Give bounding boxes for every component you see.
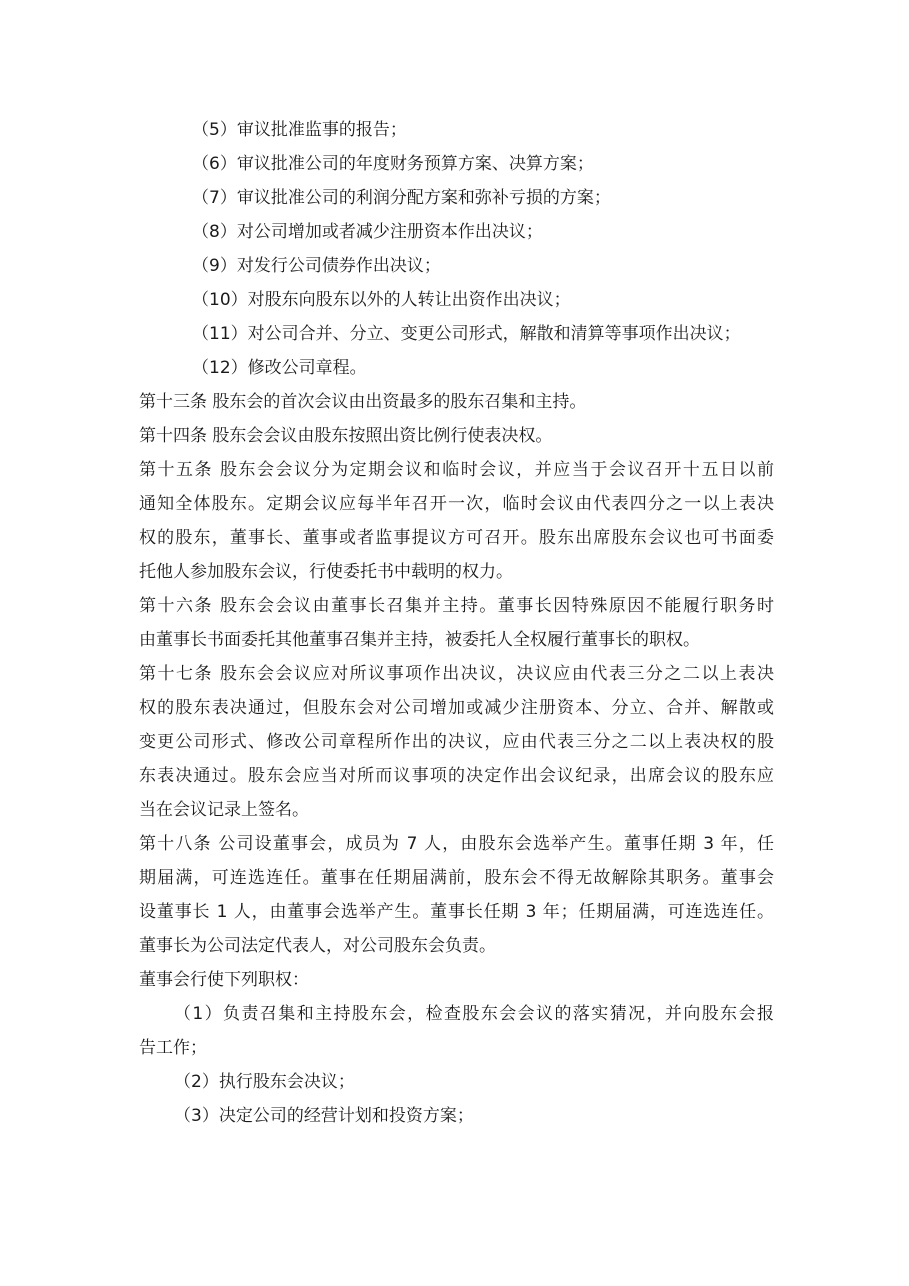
article-15-line: 第十五条 股东会会议分为定期会议和临时会议，并应当于会议召开十五日以前 <box>139 460 774 480</box>
article-18-line: 董事长为公司法定代表人，对公司股东会负责。 <box>139 936 496 956</box>
article-15-line: 托他人参加股东会议，行使委托书中载明的权力。 <box>139 562 513 582</box>
article-17-line: 第十七条 股东会会议应对所议事项作出决议，决议应由代表三分之二以上表决 <box>139 664 774 684</box>
article-13: 第十三条 股东会的首次会议由出资最多的股东召集和主持。 <box>139 392 587 412</box>
list-item: （3）决定公司的经营计划和投资方案； <box>174 1106 474 1126</box>
article-16-line: 由董事长书面委托其他董事召集并主持，被委托人全权履行董事长的职权。 <box>139 630 700 650</box>
list-item: （8）对公司增加或者减少注册资本作出决议； <box>192 222 543 242</box>
article-18-line: 第十八条 公司设董事会，成员为 7 人，由股东会选举产生。董事任期 3 年，任 <box>139 834 774 854</box>
list-item: （9）对发行公司债券作出决议； <box>192 256 441 276</box>
article-15-line: 权的股东，董事长、董事或者监事提议方可召开。股东出席股东会议也可书面委 <box>139 528 774 548</box>
article-17-line: 权的股东表决通过，但股东会对公司增加或减少注册资本、分立、合并、解散或 <box>139 698 774 718</box>
list-item: （2）执行股东会决议； <box>174 1072 355 1092</box>
list-item: （12）修改公司章程。 <box>192 358 367 378</box>
article-16-line: 第十六条 股东会会议由董事长召集并主持。董事长因特殊原因不能履行职务时 <box>139 596 774 616</box>
board-powers-heading: 董事会行使下列职权： <box>139 970 309 990</box>
list-item: （5）审议批准监事的报告； <box>192 120 407 140</box>
list-item-continued: 告工作； <box>139 1038 207 1058</box>
list-item: （10）对股东向股东以外的人转让出资作出决议； <box>192 290 571 310</box>
article-18-line: 期届满，可连选连任。董事在任期届满前，股东会不得无故解除其职务。董事会 <box>139 868 774 888</box>
document-body <box>139 113 774 1133</box>
article-15-line: 通知全体股东。定期会议应每半年召开一次，临时会议由代表四分之一以上表决 <box>139 494 774 514</box>
article-18-line: 设董事长 1 人，由董事会选举产生。董事长任期 3 年；任期届满，可连选连任。 <box>139 902 774 922</box>
list-item: （11）对公司合并、分立、变更公司形式，解散和清算等事项作出决议； <box>192 324 741 344</box>
list-item: （7）审议批准公司的利润分配方案和弥补亏损的方案； <box>192 188 611 208</box>
article-14: 第十四条 股东会会议由股东按照出资比例行使表决权。 <box>139 426 553 446</box>
article-17-line: 东表决通过。股东会应当对所而议事项的决定作出会议纪录，出席会议的股东应 <box>139 766 774 786</box>
list-item: （6）审议批准公司的年度财务预算方案、决算方案； <box>192 154 594 174</box>
article-17-line: 变更公司形式、修改公司章程所作出的决议，应由代表三分之二以上表决权的股 <box>139 732 774 752</box>
article-17-line: 当在会议记录上签名。 <box>139 800 309 820</box>
list-item: （1）负责召集和主持股东会，检查股东会会议的落实猜况，并向股东会报 <box>174 1004 774 1024</box>
